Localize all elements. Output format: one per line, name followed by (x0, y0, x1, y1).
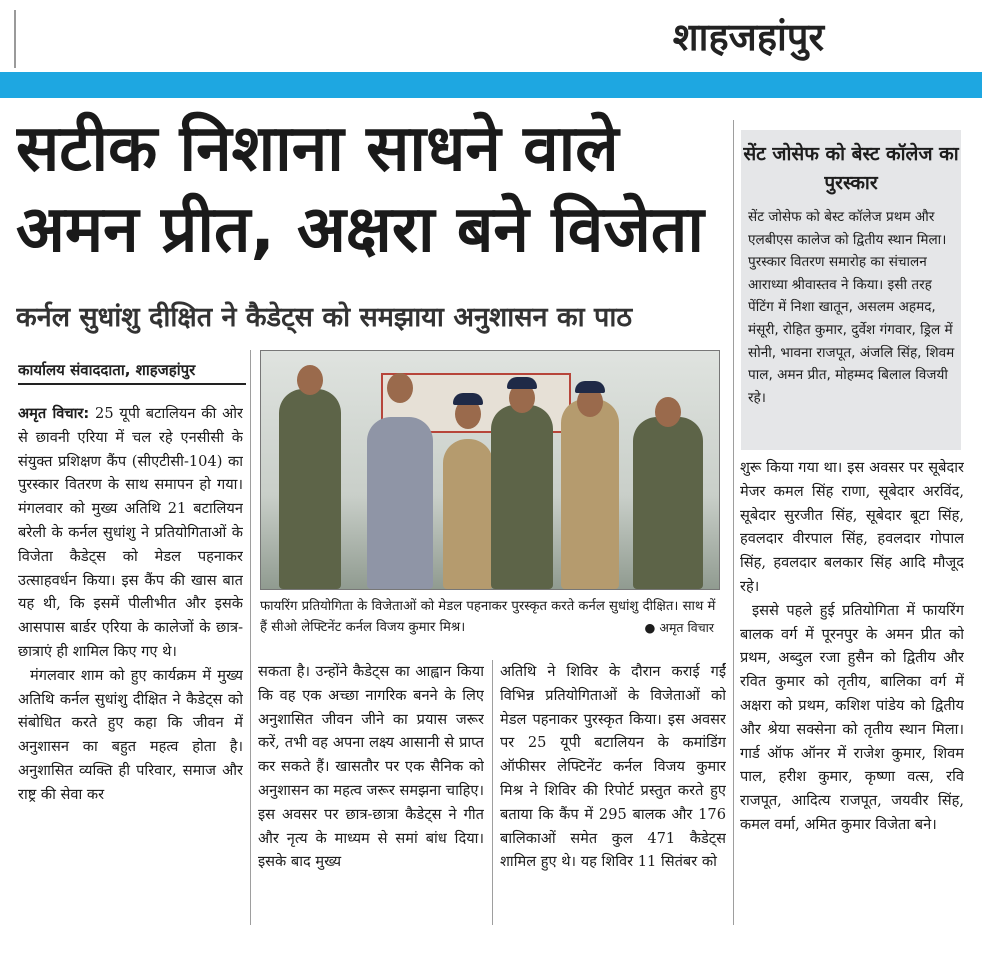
masthead-city: शाहजहांपुर (672, 15, 824, 59)
story-column-3 (500, 660, 726, 926)
news-photo (260, 350, 720, 590)
story-paragraph-1: 25 यूपी बटालियन की ओर से छावनी एरिया में चल रहे एनसीसी के संयुक्त प्रशिक्षण कैंप (सीएटीसी-104) का पुरस्कार वितरण के साथ समापन हो गया। मंगलवार को मुख्य अतिथि 21 बटालियन बरेली के कर्नल सुधांशु ने प्रतियोगिताओं के विजेता कैडेट्स को मेडल पहनाकर उत्साहवर्धन किया। इस कैंप की खास बात यह थी, कि इसमें पीलीभीत और इसके आसपास बार्डर एरिया के कालेजों के छात्र-छात्राएं ही शामिल किए गए थे। (18, 405, 243, 660)
column-divider (492, 660, 493, 925)
column-divider (733, 120, 734, 925)
story-column-2 (258, 660, 484, 926)
story-paragraph-5: शुरू किया गया था। इस अवसर पर सूबेदार मेजर कमल सिंह राणा, सूबेदार अरविंद, सूबेदार सुरजीत सिंह, सूबेदार बूटा सिंह, हवलदार वीरपाल सिंह, हवलदार गोपाल सिंह, हवलदार बलकार सिंह आदि मौजूद रहे। (740, 459, 964, 595)
subheadline: कर्नल सुधांशु दीक्षित ने कैडेट्स को समझाया अनुशासन का पाठ (16, 302, 633, 333)
headline-line-2: अमन प्रीत, अक्षरा बने विजेता (16, 193, 704, 267)
story-lead: अमृत विचार: (18, 405, 90, 422)
story-paragraph-6: इससे पहले हुई प्रतियोगिता में फायरिंग बालक वर्ग में पूरनपुर के अमन प्रीत को प्रथम, अब्दुल रजा हुसैन को द्वितीय और रवित कुमार को तृतीय, बालिका वर्ग में अक्षरा को प्रथम, कशिश पांडेय को द्वितीय और श्रेया सक्सेना को तृतीय स्थान मिला। गार्ड ऑफ ऑनर में राजेश कुमार, शिवम पाल, हरीश कुमार, कृष्णा वत्स, रवि राजपूत, आदित्य राजपूत, जयवीर सिंह, कमल वर्मा, अमित कुमार विजेता बने। (740, 601, 964, 833)
story-column-1 (18, 402, 243, 924)
story-paragraph-4: अतिथि ने शिविर के दौरान कराई गईं विभिन्न प्रतियोगिताओं के विजेताओं को मेडल पहनाकर पुरस्कृत किया। इस अवसर पर 25 यूपी बटालियन के कमांडिंग ऑफीसर लेफ्टिनेंट कर्नल विजय कुमार मिश्र ने शिविर की रिपोर्ट प्रस्तुत करते हुए बताया कि कैंप में 295 बालक और 176 बालिकाओं समेत कुल 471 कैडेट्स शामिल हुए थे। यह शिविर 11 सितंबर को (500, 663, 726, 871)
story-paragraph-2: मंगलवार शाम को हुए कार्यक्रम में मुख्य अतिथि कर्नल सुधांशु दीक्षित ने कैडेट्स को संबोधित करते हुए कहा कि जीवन में अनुशासन का बहुत महत्व होता है। अनुशासित व्यक्ति ही परिवार, समाज और राष्ट्र की सेवा कर (18, 666, 243, 803)
photo-credit: ● अमृत विचार (644, 620, 714, 635)
section-band (0, 72, 982, 98)
caption-text: फायरिंग प्रतियोगिता के विजेताओं को मेडल पहनाकर पुरस्कृत करते कर्नल सुधांशु दीक्षित। साथ में हैं सीओ लेफ्टिनेंट कर्नल विजय कुमार मिश्र। (260, 599, 716, 635)
sidebar-body: सेंट जोसेफ को बेस्ट कॉलेज प्रथम और एलबीएस कालेज को द्वितीय स्थान मिला। पुरस्कार वितरण समारोह का संचालन आराध्या श्रीवास्तव ने किया। इसी तरह पेंटिंग में निशा खातून, असलम अहमद, मंसूरी, रोहित कुमार, दुर्वेश गंगवार, ड्रिल में सोनी, भावना राजपूत, अंजलि सिंह, शिवम पाल, अमन प्रीत, मोहम्मद बिलाल विजयी रहे। (748, 209, 955, 406)
top-rule (14, 10, 16, 68)
photo-caption (260, 596, 720, 638)
story-column-4 (740, 456, 964, 926)
adjacent-column-edge (972, 120, 982, 920)
byline: कार्यालय संवाददाता, शाहजहांपुर (18, 360, 246, 385)
story-paragraph-3: सकता है। उन्होंने कैडेट्स का आह्वान किया कि वह एक अच्छा नागरिक बनने के लिए अनुशासित जीवन जीने का प्रयास जरूर करें, तभी वह अपना लक्ष्य आसानी से प्राप्त कर सकते हैं। खासतौर पर एक सैनिक को अनुशासन का महत्व जरूर समझना चाहिए। इस अवसर पर छात्र-छात्रा कैडेट्स ने गीत और नृत्य के माध्यम से समां बांध दिया। इसके बाद मुख्य (258, 663, 484, 871)
column-divider (250, 350, 251, 925)
headline-line-1: सटीक निशाना साधने वाले (16, 112, 619, 186)
sidebar-title: सेंट जोसेफ को बेस्ट कॉलेज का पुरस्कार (743, 143, 959, 194)
